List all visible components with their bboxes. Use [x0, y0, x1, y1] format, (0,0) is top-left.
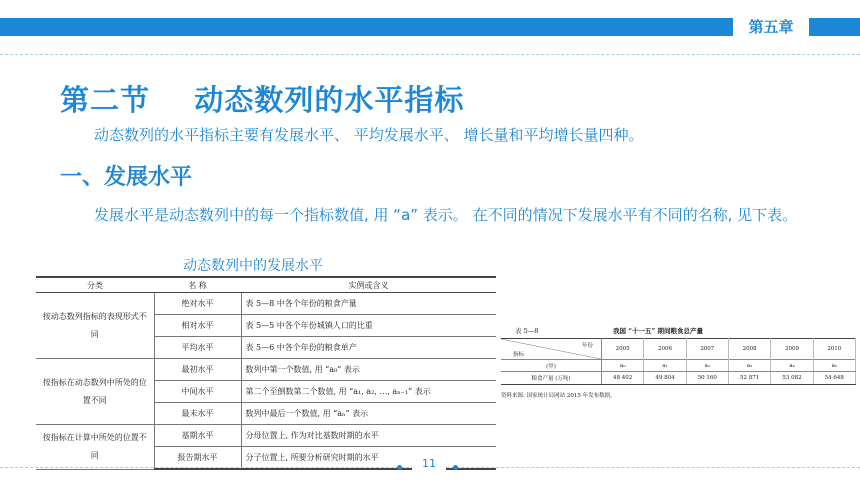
header-name: 名 称	[154, 277, 241, 293]
table-source: 资料来源: 国家统计局网站 2015 年发布数据。	[501, 393, 616, 399]
year-cell: 2008	[728, 339, 770, 360]
footer-dot-right	[453, 465, 458, 470]
symbol-label: (甲)	[501, 360, 602, 372]
value-row	[501, 372, 856, 385]
category-cell: 按指标在动态数列中所处的位置不同	[36, 359, 154, 425]
table-row	[36, 293, 496, 315]
symbol-cell: a₁	[644, 360, 686, 372]
header-category: 分类	[36, 277, 154, 293]
symbol-cell: a₅	[813, 360, 855, 372]
grain-output-table-block	[501, 326, 856, 399]
grain-output-table	[501, 338, 856, 385]
level-desc: 表 5—6 中各个年份的粮食单产	[241, 337, 496, 359]
chapter-label: 第五章	[748, 18, 794, 36]
level-name: 基期水平	[154, 425, 241, 447]
value-cell: 54 648	[813, 372, 855, 385]
year-cell: 2010	[813, 339, 855, 360]
level-desc: 数列中最后一个数值, 用 “aₙ” 表示	[241, 403, 496, 425]
header-divider	[0, 54, 860, 55]
category-cell: 按动态数列指标的表现形式不同	[36, 293, 154, 359]
level-desc: 表 5—8 中各个年份的粮食产量	[241, 293, 496, 315]
corner-bottom-label: 指标	[513, 352, 525, 358]
table-header-row	[36, 277, 496, 293]
symbol-cell: a₄	[771, 360, 813, 372]
value-cell: 50 160	[686, 372, 728, 385]
header-desc: 实例或含义	[241, 277, 496, 293]
value-cell: 48 402	[602, 372, 644, 385]
value-cell: 53 082	[771, 372, 813, 385]
section-paragraph: 发展水平是动态数列中的每一个指标数值, 用 “a” 表示。 在不同的情况下发展水平有不同的名称, 见下表。	[94, 206, 798, 224]
level-desc: 分子位置上, 所要分析研究时期的水平	[241, 447, 496, 470]
year-cell: 2005	[602, 339, 644, 360]
footer-dot-left	[397, 465, 402, 470]
level-name: 中间水平	[154, 381, 241, 403]
level-desc: 数列中第一个数值, 用 “a₀” 表示	[241, 359, 496, 381]
section-heading: 一、发展水平	[60, 165, 193, 190]
level-desc: 分母位置上, 作为对比基数时期的水平	[241, 425, 496, 447]
year-row	[501, 339, 856, 360]
corner-cell	[501, 339, 602, 360]
level-name: 最末水平	[154, 403, 241, 425]
level-name: 最初水平	[154, 359, 241, 381]
level-desc: 第二个至倒数第二个数值, 用 “a₁, a₂, …, aₙ₋₁” 表示	[241, 381, 496, 403]
value-cell: 52 871	[728, 372, 770, 385]
level-name: 相对水平	[154, 315, 241, 337]
level-desc: 表 5—5 中各个年份城镇人口的比重	[241, 315, 496, 337]
table-caption: 动态数列中的发展水平	[183, 258, 323, 274]
slide-title: 第二节 动态数列的水平指标	[60, 83, 465, 117]
table-number: 表 5—8	[515, 327, 539, 335]
level-name: 报告期水平	[154, 447, 241, 470]
corner-top-label: 年份	[581, 343, 593, 349]
year-cell: 2009	[771, 339, 813, 360]
symbol-cell: a₃	[728, 360, 770, 372]
symbol-cell: a₀	[602, 360, 644, 372]
symbol-row	[501, 360, 856, 372]
symbol-cell: a₂	[686, 360, 728, 372]
intro-paragraph: 动态数列的水平指标主要有发展水平、 平均发展水平、 增长量和平均增长量四种。	[94, 126, 644, 144]
year-cell: 2006	[644, 339, 686, 360]
level-name: 绝对水平	[154, 293, 241, 315]
header-bar-right	[809, 18, 860, 36]
table-title: 我国 “十一五” 期间粮食总产量	[613, 327, 704, 335]
table-row	[36, 425, 496, 447]
value-row-label: 粮食产量 (万吨)	[501, 372, 602, 385]
value-cell: 49 804	[644, 372, 686, 385]
development-level-table	[36, 276, 496, 470]
level-name: 平均水平	[154, 337, 241, 359]
table-row	[36, 359, 496, 381]
page-number: 11	[412, 457, 446, 470]
year-cell: 2007	[686, 339, 728, 360]
category-cell: 按指标在计算中所处的位置不同	[36, 425, 154, 470]
header-bar-left	[0, 18, 733, 36]
